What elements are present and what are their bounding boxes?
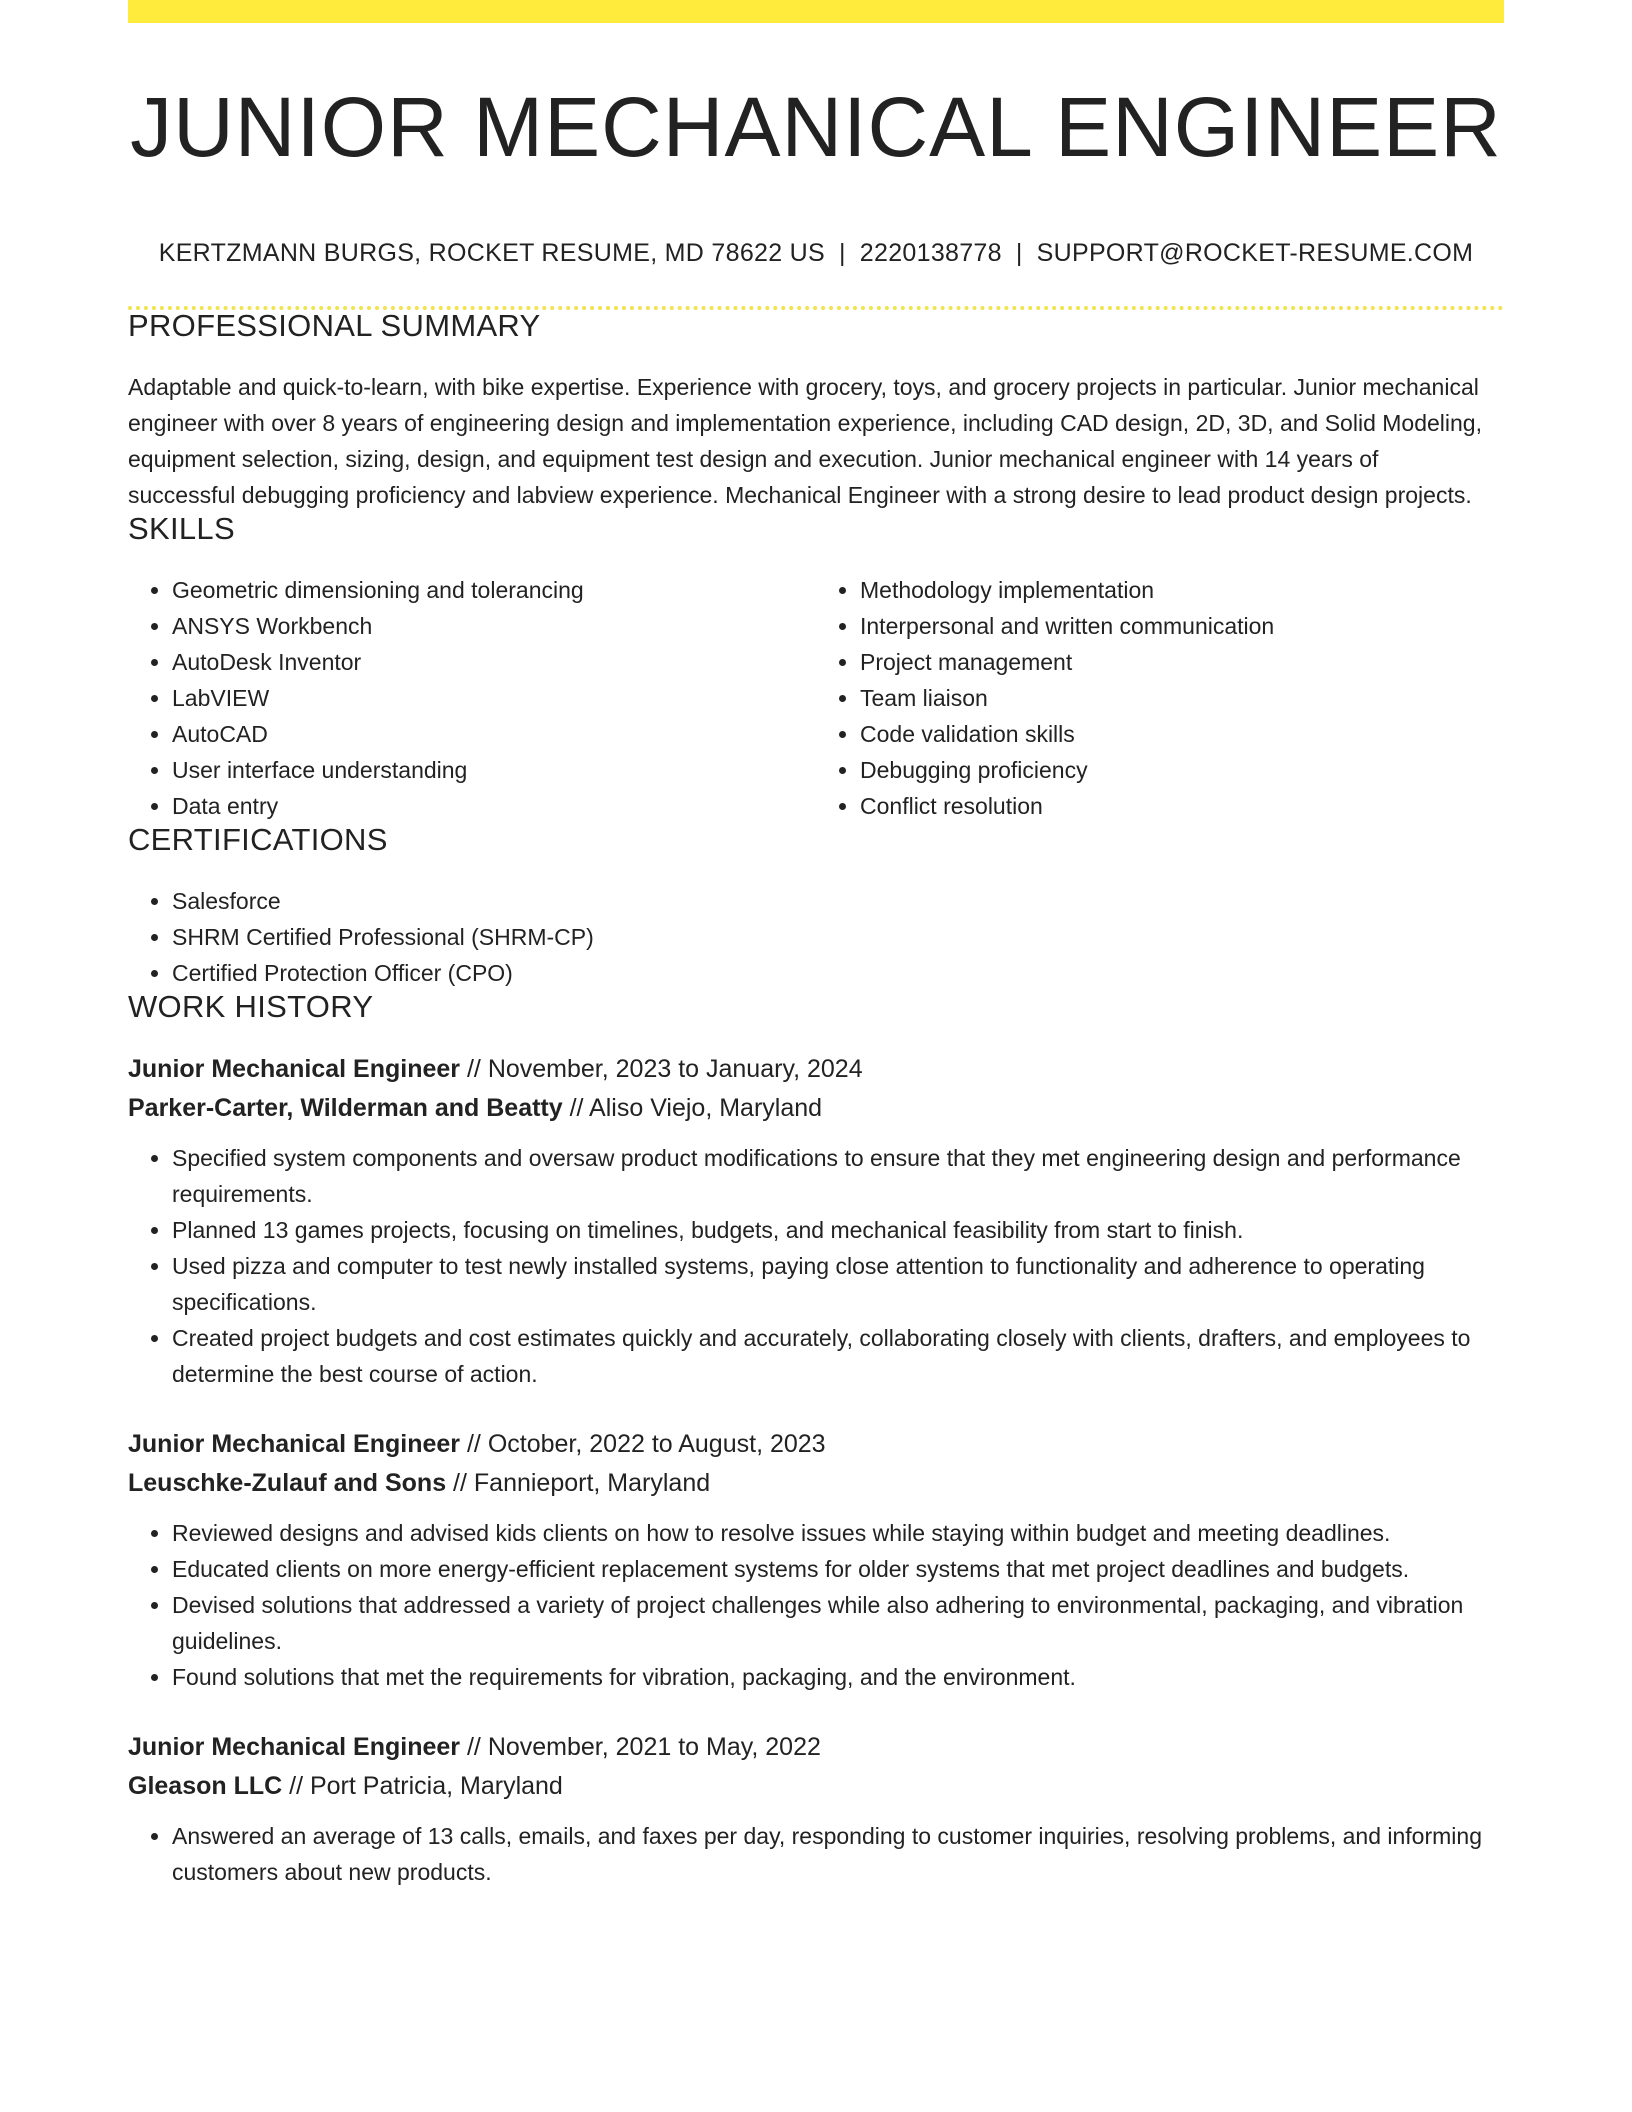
job-bullets — [128, 1818, 1504, 1890]
contact-phone[interactable]: 2220138778 — [859, 239, 1002, 267]
certifications-list — [128, 883, 1504, 991]
skill-item: • Code validation skills — [860, 716, 1504, 752]
skill-item: • Geometric dimensioning and tolerancing — [172, 572, 816, 608]
job-bullet: • Created project budgets and cost estimates quickly and accurately, collaborating closely with clients, drafters, and employees to determine the best course of action. — [172, 1320, 1504, 1392]
job-role-line — [128, 1425, 1504, 1464]
skills-list-left — [128, 572, 816, 824]
job-bullet: • Devised solutions that addressed a variety of project challenges while also adhering to environmental, packaging, and vibration guidelines. — [172, 1587, 1504, 1659]
top-accent-bar — [128, 0, 1504, 23]
job-company: Gleason LLC — [128, 1772, 283, 1800]
job-dates: // October, 2022 to August, 2023 — [460, 1430, 826, 1458]
job-bullet: • Answered an average of 13 calls, emails, and faxes per day, responding to customer inquiries, resolving problems, and informing customers about new products. — [172, 1818, 1504, 1890]
skill-item: • Methodology implementation — [860, 572, 1504, 608]
skills-columns — [128, 572, 1504, 824]
job-location: // Port Patricia, Maryland — [282, 1772, 563, 1800]
skill-item: • AutoCAD — [172, 716, 816, 752]
job-role-line — [128, 1728, 1504, 1767]
skill-item: • Interpersonal and written communication — [860, 608, 1504, 644]
work-history-heading: WORK HISTORY — [128, 989, 374, 1024]
skill-item: • Data entry — [172, 788, 816, 824]
job-bullet: • Specified system components and oversaw product modifications to ensure that they met engineering design and performance requirements. — [172, 1140, 1504, 1212]
contact-separator: | — [1015, 239, 1023, 267]
skill-item: • Project management — [860, 644, 1504, 680]
job-company-line — [128, 1089, 1504, 1128]
skills-heading: SKILLS — [128, 511, 235, 546]
resume-page — [128, 0, 1504, 1890]
skill-item: • ANSYS Workbench — [172, 608, 816, 644]
contact-separator: | — [839, 239, 846, 267]
job-role-line — [128, 1050, 1504, 1089]
job-entry — [128, 1425, 1504, 1695]
job-company: Parker-Carter, Wilderman and Beatty — [128, 1094, 563, 1122]
job-role: Junior Mechanical Engineer — [128, 1733, 461, 1761]
skill-item: • Debugging proficiency — [860, 752, 1504, 788]
contact-email[interactable]: SUPPORT@ROCKET-RESUME.COM — [1036, 239, 1474, 267]
job-dates: // November, 2021 to May, 2022 — [460, 1733, 821, 1761]
job-company-line — [128, 1767, 1504, 1806]
contact-line — [128, 241, 1504, 266]
job-bullet: • Used pizza and computer to test newly installed systems, paying close attention to functionality and adherence to operating specifications. — [172, 1248, 1504, 1320]
job-entry — [128, 1050, 1504, 1392]
contact-address: KERTZMANN BURGS, ROCKET RESUME, MD 78622 US — [158, 239, 825, 267]
job-role: Junior Mechanical Engineer — [128, 1430, 461, 1458]
skill-item: • LabVIEW — [172, 680, 816, 716]
skill-item: • AutoDesk Inventor — [172, 644, 816, 680]
summary-heading: PROFESSIONAL SUMMARY — [128, 308, 541, 343]
skill-item: • User interface understanding — [172, 752, 816, 788]
resume-title: JUNIOR MECHANICAL ENGINEER — [130, 80, 1502, 174]
skill-item: • Conflict resolution — [860, 788, 1504, 824]
job-bullet: • Found solutions that met the requirements for vibration, packaging, and the environment. — [172, 1659, 1504, 1695]
certification-item: • Certified Protection Officer (CPO) — [172, 955, 1504, 991]
job-bullets — [128, 1140, 1504, 1392]
job-company-line — [128, 1464, 1504, 1503]
job-location: // Fannieport, Maryland — [446, 1469, 711, 1497]
certifications-heading: CERTIFICATIONS — [128, 822, 388, 857]
job-company: Leuschke-Zulauf and Sons — [128, 1469, 447, 1497]
job-bullet: • Educated clients on more energy-efficient replacement systems for older systems that met project deadlines and budgets. — [172, 1551, 1504, 1587]
job-bullet: • Planned 13 games projects, focusing on timelines, budgets, and mechanical feasibility from start to finish. — [172, 1212, 1504, 1248]
skill-item: • Team liaison — [860, 680, 1504, 716]
job-dates: // November, 2023 to January, 2024 — [460, 1055, 863, 1083]
job-role: Junior Mechanical Engineer — [128, 1055, 461, 1083]
job-bullet: • Reviewed designs and advised kids clients on how to resolve issues while staying within budget and meeting deadlines. — [172, 1515, 1504, 1551]
certification-item: • SHRM Certified Professional (SHRM-CP) — [172, 919, 1504, 955]
certification-item: • Salesforce — [172, 883, 1504, 919]
job-bullets — [128, 1515, 1504, 1695]
job-location: // Aliso Viejo, Maryland — [562, 1094, 823, 1122]
summary-text: Adaptable and quick-to-learn, with bike expertise. Experience with grocery, toys, and grocery projects in particular. Junior mechanical engineer with over 8 years of engineering design and implementation experience, including CAD design, 2D, 3D, and Solid Modeling, equipment selection, sizing, design, and equipment test design and execution. Junior mechanical engineer with 14 years of successful debugging proficiency and labview experience. Mechanical Engineer with a strong desire to lead product design projects. — [128, 374, 1482, 508]
skills-list-right — [816, 572, 1504, 824]
job-entry — [128, 1728, 1504, 1890]
